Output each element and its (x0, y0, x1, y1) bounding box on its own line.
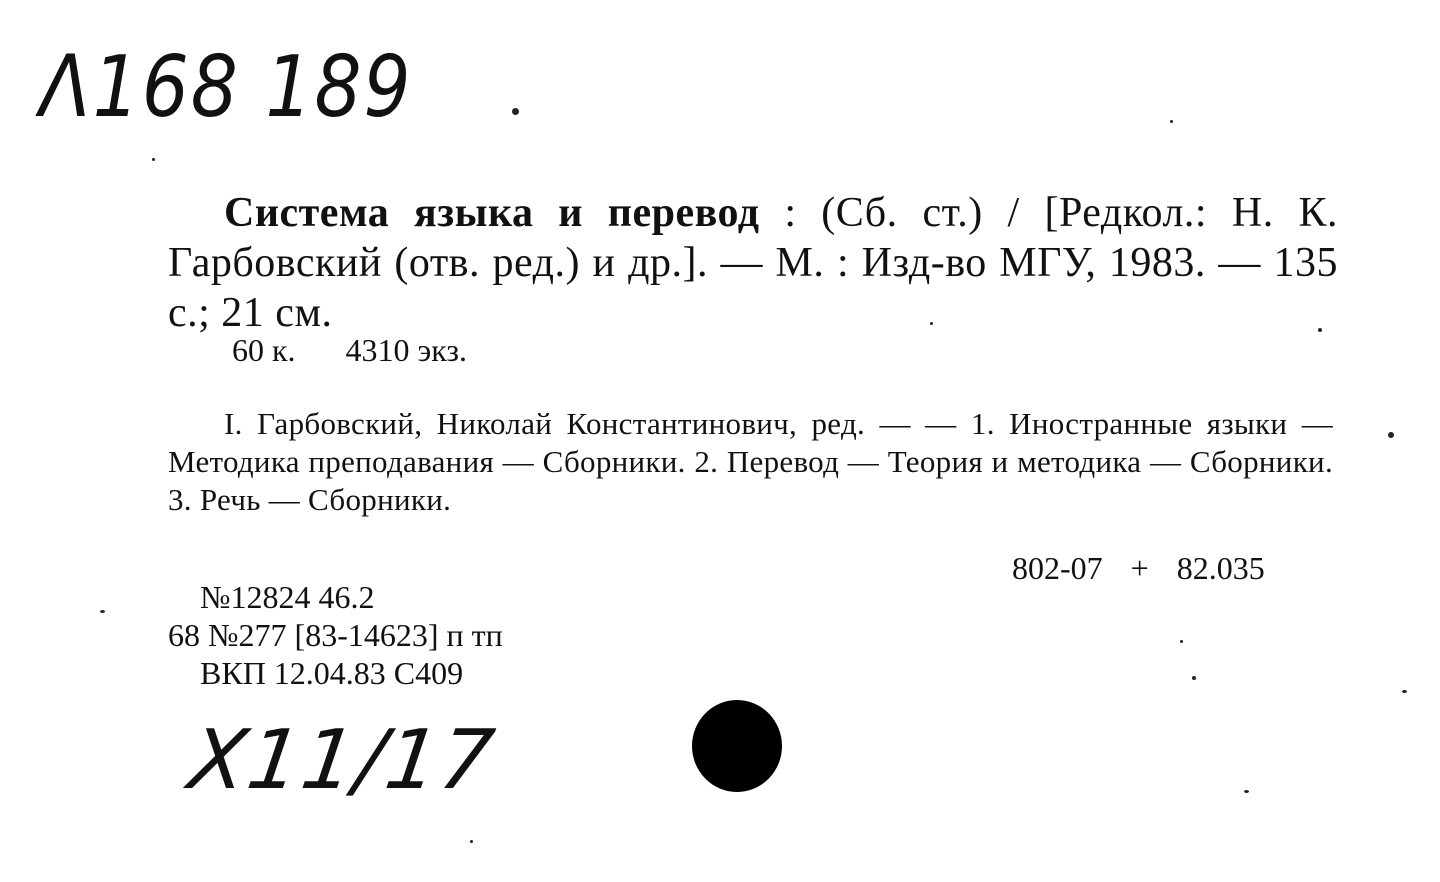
speck (1388, 432, 1394, 438)
speck (1402, 690, 1407, 693)
handwritten-call-number: Λ168 189 (40, 37, 413, 137)
classification-sign: + (1130, 550, 1149, 586)
subject-headings (168, 405, 1333, 519)
price-and-print-run (232, 330, 467, 370)
price: 60 к. (232, 332, 296, 368)
classification-right: 82.035 (1176, 550, 1265, 586)
bibliographic-description (168, 188, 1338, 338)
punch-hole (692, 700, 782, 792)
subject-text: I. Гарбовский, Николай Константинович, ред. — — 1. Иностранные языки — Методика преподавания — Сборники. 2. Перевод — Теория и методика — Сборники. 3. Речь — Сборники. (168, 406, 1333, 517)
speck (930, 322, 933, 325)
entry-title: Система языка и перевод (224, 190, 760, 236)
speck (1192, 676, 1196, 680)
speck (1318, 328, 1322, 332)
speck (1170, 120, 1173, 123)
code-line-2: 68 №277 [83-14623] п тп (168, 617, 503, 653)
speck (100, 610, 105, 613)
copies: 4310 экз. (345, 332, 468, 368)
registration-codes (168, 578, 503, 692)
speck (470, 840, 473, 843)
handwritten-shelf-mark: X11/17 (183, 713, 502, 808)
classification-index (1012, 548, 1265, 588)
speck (1244, 790, 1249, 793)
speck (1180, 640, 1183, 643)
code-line-3: ВКП 12.04.83 С409 (168, 655, 464, 691)
entry-body: : (Сб. ст.) / [Редкол.: Н. К. Гарбовский (отв. ред.) и др.]. — М. : Изд-во МГУ, 1983. — 135 с.; 21 см. (168, 190, 1338, 336)
classification-left: 802-07 (1012, 550, 1103, 586)
speck (512, 108, 519, 115)
code-line-1: №12824 46.2 (168, 579, 375, 615)
speck (152, 158, 155, 161)
